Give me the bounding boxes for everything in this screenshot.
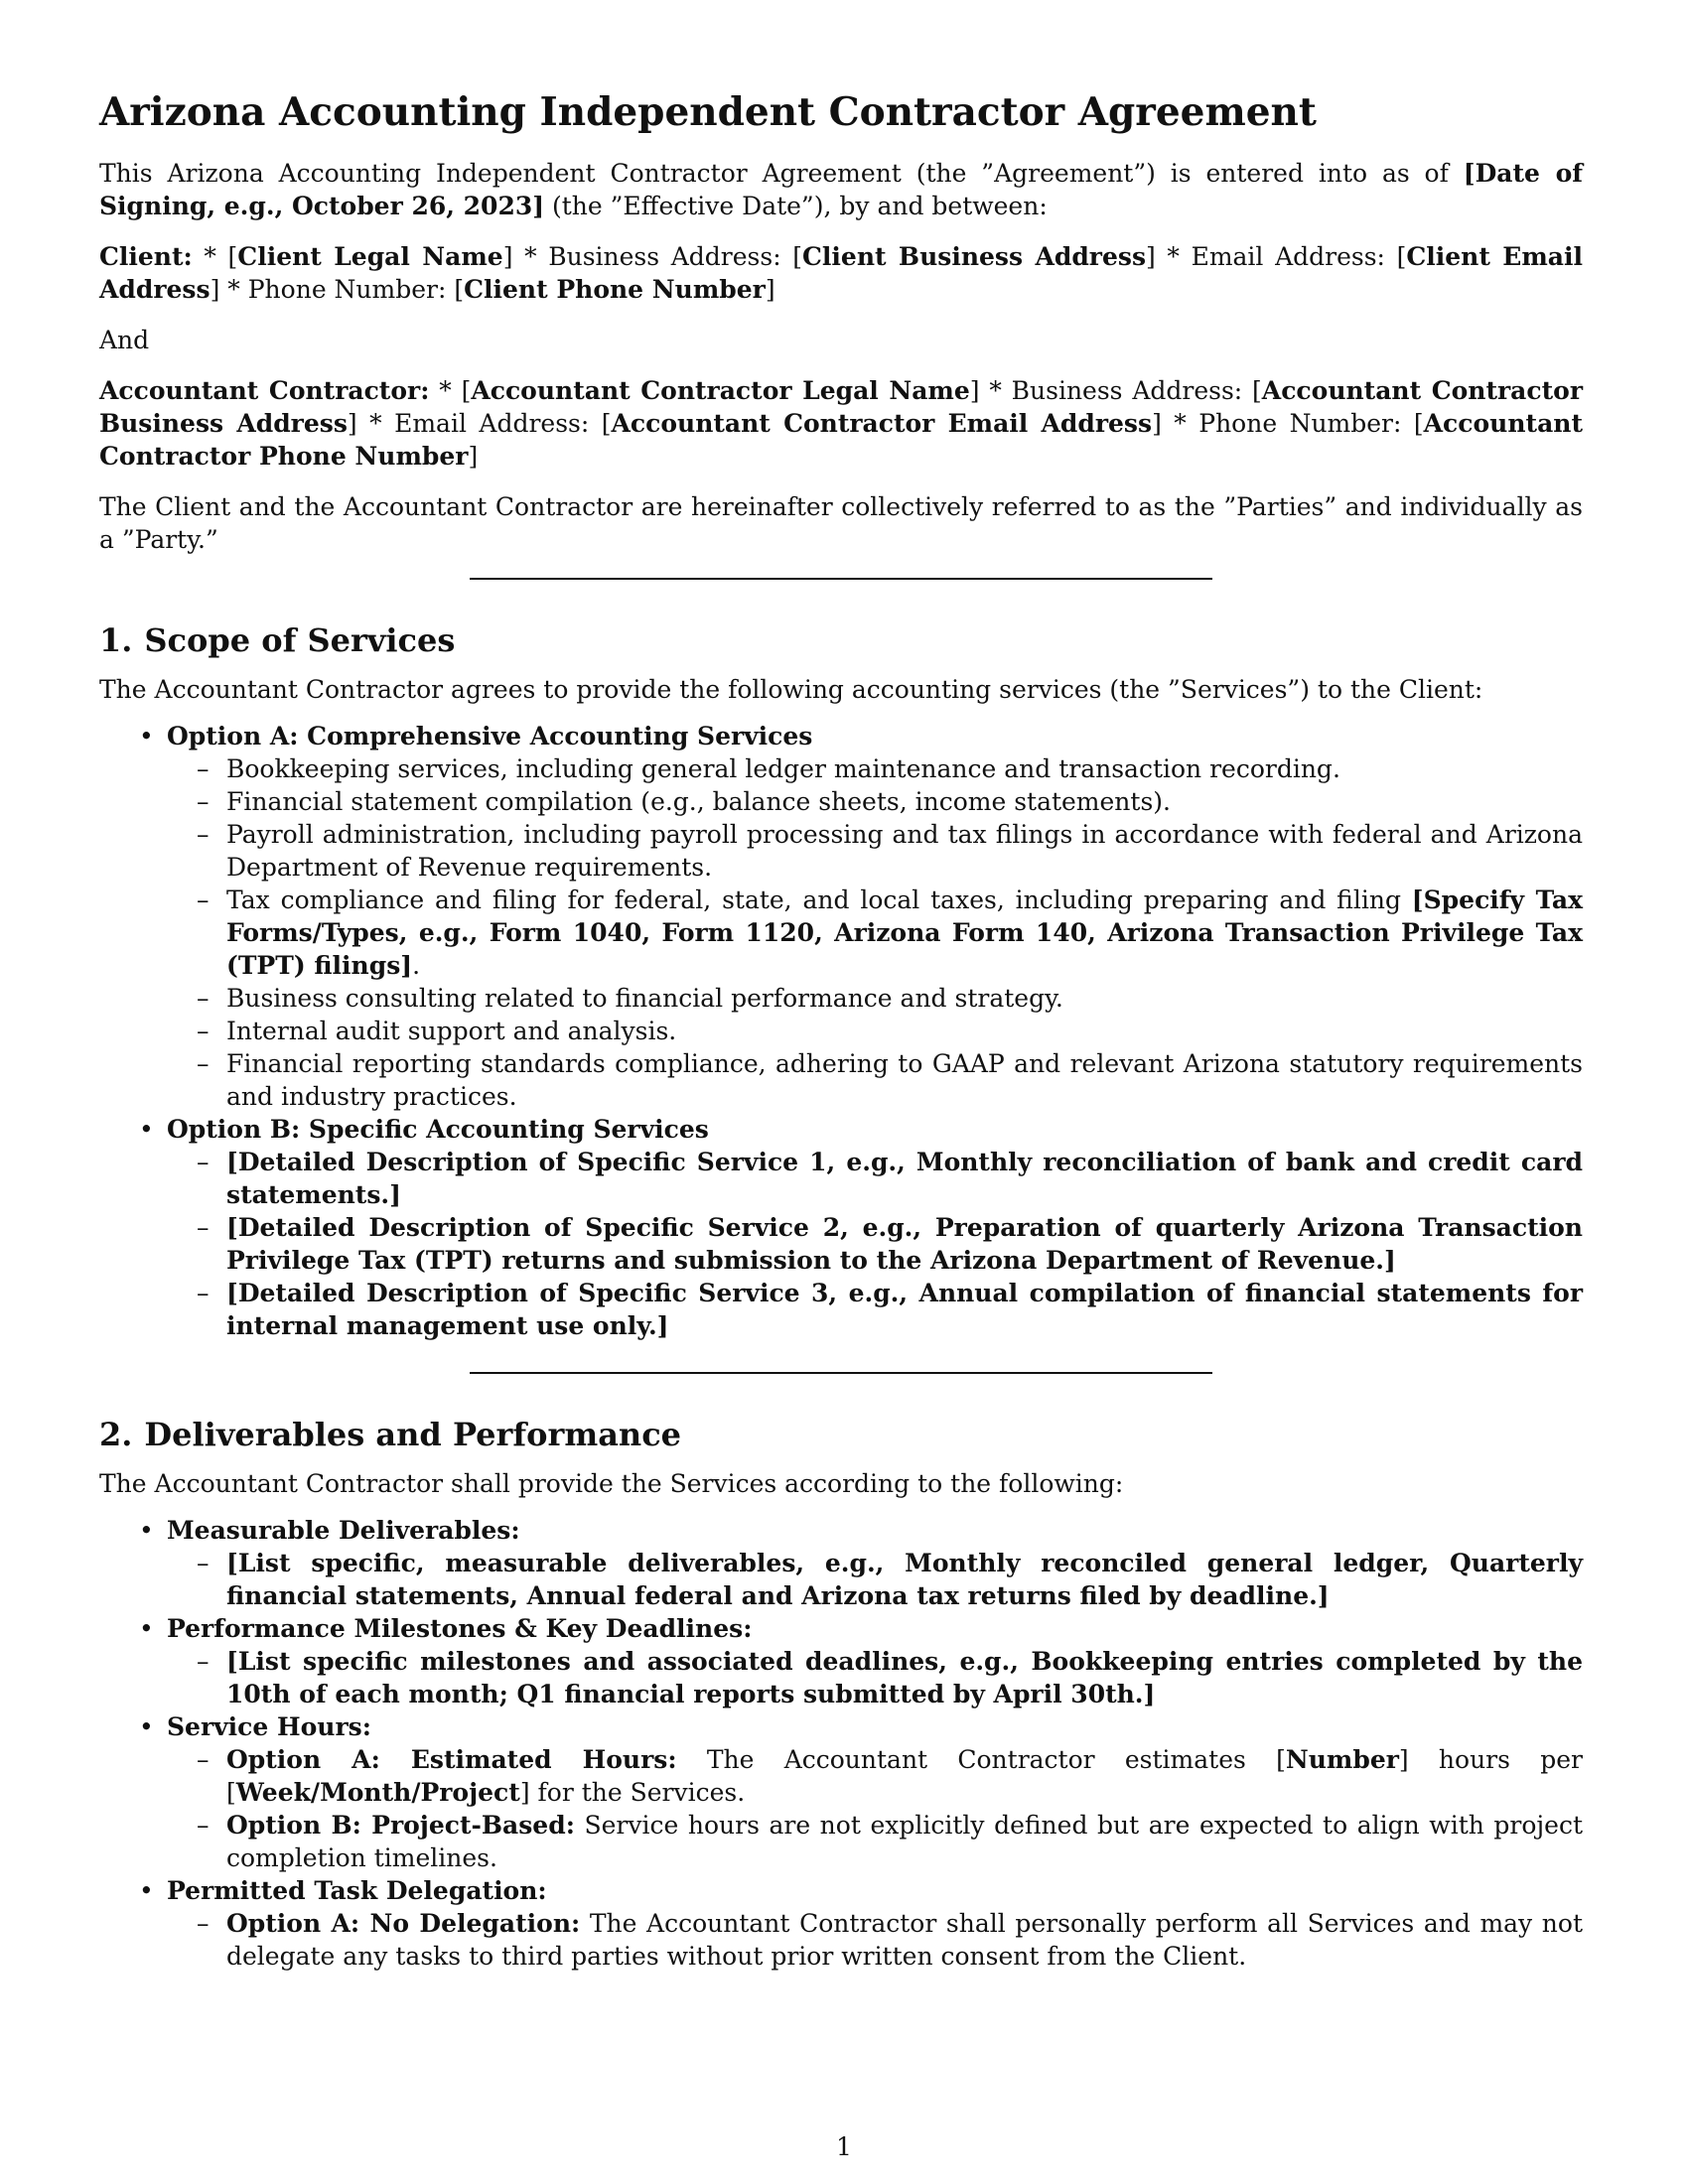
list-item [226,884,1583,982]
client-text: ] * Email Address: [ [1146,242,1407,271]
client-address-placeholder: Client Business Address [802,242,1147,271]
contractor-text: * [ [429,376,472,405]
specific-service-1: [Detailed Description of Specific Service 1, e.g., Monthly reconciliation of bank and credit card statements.] [226,1148,1583,1209]
and-text: And [99,326,150,354]
list-item: – Business consulting related to financial performance and strategy. [226,982,1583,1015]
list-item [167,720,1583,1113]
list-item [226,1211,1583,1277]
list-item [226,1809,1583,1874]
contractor-block [99,374,1583,473]
list-item: – Bookkeeping services, including general ledger maintenance and transaction recording. [226,752,1583,785]
contractor-text: ] * Phone Number: [ [1152,409,1424,438]
hours-text: ] hours per [ [226,1745,1583,1807]
list-item [226,1645,1583,1710]
contractor-text: ] * Email Address: [ [347,409,612,438]
services-options-list [99,720,1583,1342]
client-text: * [ [192,242,238,271]
hours-period-placeholder: Week/Month/Project [235,1778,520,1807]
list-item [226,1743,1583,1809]
contractor-address-placeholder: Accountant Contractor Business Address [99,376,1583,438]
intro-text-a: This Arizona Accounting Independent Contractor Agreement (the ”Agreement”) is entered into as of [99,159,1464,188]
list-item [167,1113,1583,1342]
list-item [226,1277,1583,1342]
option-a-label: Option A: Comprehensive Accounting Services [167,722,813,751]
contractor-email-placeholder: Accountant Contractor Email Address [611,409,1153,438]
milestones-placeholder: [List specific milestones and associated deadlines, e.g., Bookkeeping entries completed by the 10th of each month; Q1 financial reports submitted by April 30th.] [226,1647,1583,1708]
section-number: 1. [99,621,133,659]
section-divider [470,1372,1212,1374]
client-text: ] [765,275,775,304]
hours-option-b-label: Option B: Project-Based: [226,1811,575,1840]
section-1-heading [99,619,1583,661]
list-item [226,1146,1583,1211]
service-hours-sublist [167,1743,1583,1874]
deliverables-label: Measurable Deliverables: [167,1516,520,1545]
section-number: 2. [99,1416,133,1453]
delegation-text: The Accountant Contractor shall personally perform all Services and may not delegate any tasks to third parties without prior written consent from the Client. [226,1909,1583,1971]
page-number: 1 [836,2132,852,2161]
list-item: – Payroll administration, including payroll processing and tax filings in accordance with federal and Arizona Department of Revenue requirements. [226,818,1583,884]
intro-text-c: (the ”Effective Date”), by and between: [544,192,1048,220]
hours-text: The Accountant Contractor estimates [ [676,1745,1286,1774]
section-2-intro: The Accountant Contractor shall provide the Services according to the following: [99,1469,1124,1498]
delegation-option-a-label: Option A: No Delegation: [226,1909,581,1938]
client-name-placeholder: Client Legal Name [237,242,503,271]
delegation-label: Permitted Task Delegation: [167,1876,547,1905]
list-item [167,1710,1583,1874]
hours-text: Service hours are not explicitly defined but are expected to align with project completion timelines. [226,1811,1584,1872]
parties-paragraph: The Client and the Accountant Contractor are hereinafter collectively referred to as the ”Parties” and individually as a ”Party.” [99,492,1583,554]
deliverables-placeholder: [List specific, measurable deliverables, e.g., Monthly reconciled general ledger, Quarterly financial statements, Annual federal and Arizona tax returns filed by deadline.] [226,1549,1583,1610]
section-1-intro: The Accountant Contractor agrees to provide the following accounting services (the ”Services”) to the Client: [99,675,1483,704]
client-phone-placeholder: Client Phone Number [464,275,766,304]
hours-option-a-label: Option A: Estimated Hours: [226,1745,677,1774]
option-b-list [167,1146,1583,1342]
list-item [167,1874,1583,1973]
document-title: Arizona Accounting Independent Contractor Agreement [99,89,1317,135]
document-page [99,87,1583,1973]
client-email-placeholder: Client Email Address [99,242,1583,304]
contractor-text: ] [468,442,479,471]
list-item [226,1547,1583,1612]
intro-paragraph [99,157,1583,222]
tax-forms-placeholder: [Specify Tax Forms/Types, e.g., Form 1040, Form 1120, Arizona Form 140, Arizona Transaction Privilege Tax (TPT) filings] [226,886,1583,980]
milestones-sublist [167,1645,1583,1710]
section-title: Scope of Services [144,621,456,659]
list-item [167,1514,1583,1612]
delegation-sublist [167,1907,1583,1973]
client-block [99,240,1583,306]
list-item: – Financial reporting standards compliance, adhering to GAAP and relevant Arizona statutory requirements and industry practices. [226,1047,1583,1113]
deliverables-sublist [167,1547,1583,1612]
section-2-heading [99,1414,1583,1455]
specific-service-3: [Detailed Description of Specific Service 3, e.g., Annual compilation of financial statements for internal management use only.] [226,1279,1583,1340]
milestones-label: Performance Milestones & Key Deadlines: [167,1614,753,1643]
list-item: – Financial statement compilation (e.g., balance sheets, income statements). [226,785,1583,818]
section-divider [470,578,1212,580]
list-item: – Internal audit support and analysis. [226,1015,1583,1047]
client-label: Client: [99,242,193,271]
contractor-name-placeholder: Accountant Contractor Legal Name [471,376,970,405]
contractor-label: Accountant Contractor: [99,376,430,405]
tax-text-a: Tax compliance and filing for federal, state, and local taxes, including preparing and filing [226,886,1412,914]
hours-text: ] for the Services. [519,1778,746,1807]
option-a-list [167,752,1583,1113]
section-title: Deliverables and Performance [144,1416,682,1453]
signing-date-placeholder: [Date of Signing, e.g., October 26, 2023] [99,159,1584,220]
deliverables-list [99,1514,1583,1973]
contractor-phone-placeholder: Accountant Contractor Phone Number [99,409,1583,471]
tax-text-c: . [412,951,421,980]
client-text: ] * Business Address: [ [502,242,803,271]
contractor-text: ] * Business Address: [ [969,376,1262,405]
list-item [167,1612,1583,1710]
client-text: ] * Phone Number: [ [210,275,465,304]
hours-number-placeholder: Number [1285,1745,1399,1774]
list-item [226,1907,1583,1973]
specific-service-2: [Detailed Description of Specific Service 2, e.g., Preparation of quarterly Arizona Transaction Privilege Tax (TPT) returns and submission to the Arizona Department of Revenue.] [226,1213,1583,1275]
option-b-label: Option B: Specific Accounting Services [167,1115,709,1144]
service-hours-label: Service Hours: [167,1712,371,1741]
